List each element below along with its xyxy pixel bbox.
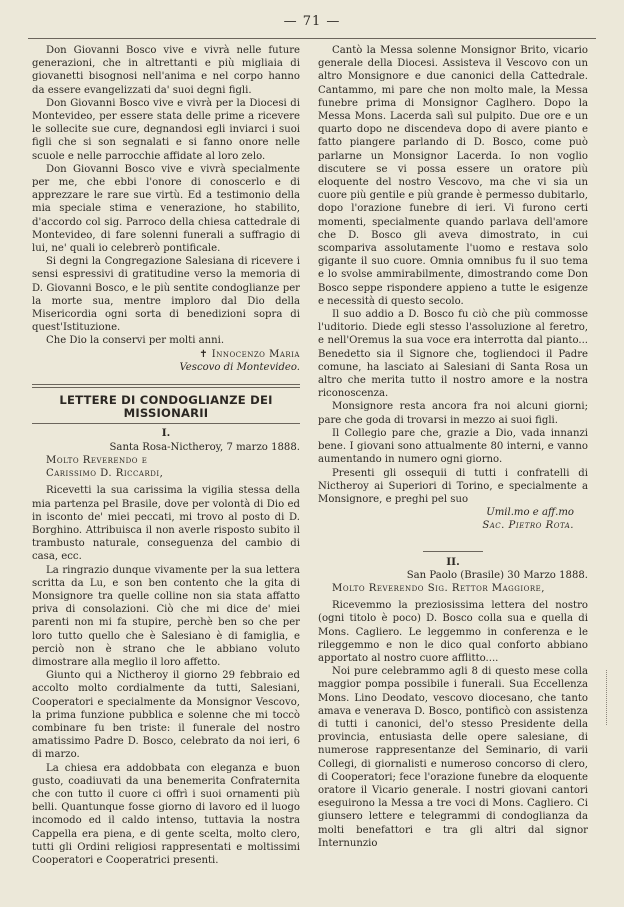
section-rule [32,384,300,385]
paragraph: Il suo addio a D. Bosco fu ciò che più commosse l'uditorio. Diede egli stesso l'assoluzione al feretro, e nell'Oremus la sua voce era interrotta dal pianto... Benedetto sia il Signore che, togliendoci il Padre comune, ha lasciato ai Salesiani di Santa Rosa un altro che merita tutto il nostro amore e la nostra riconoscenza. [318,309,588,400]
letter-number: I. [161,427,171,440]
section-rule [32,423,300,424]
paragraph: Monsignore resta ancora fra noi alcuni giorni; pare che goda di trovarsi in mezzo ai suoi figli. [318,401,588,426]
paragraph: Che Dio la conservi per molti anni. [46,335,225,347]
paragraph: Cantò la Messa solenne Monsignor Brito, vicario generale della Diocesi. Assisteva il Vescovo con un altro Monsignore e due canonici della Cattedrale. Cantammo, mi pare che non molto male, la Messa funebre prima di Monsignor Caglhero. Dopo la Messa Mons. Lacerda salì sul pulpito. Due ore e un quarto dopo ne discendeva dopo di avere pianto e fatto piangere parlando di D. Bosco, come può parlarne un Monsignor Lacerda. Io non voglio discutere se vi possa essere un oratore più eloquente del nostro Vescovo, ma che vi sia un cuore più gentile e più grande è permesso dubitarlo, dopo l'orazione funebre di ieri. Vi furono certi momenti, specialmente quando parlava dell'amore che D. Bosco gli aveva dimostrato, in cui scompariva assolutamente l'uomo e restava solo gigante il suo cuore. Omnia omnibus fu il suo tema e lo svolse ammirabilmente, dimostrando come Don Bosco seppe rispondere appieno a tutte le esigenze e necessità di questo secolo. [318,45,588,307]
salutation: Carissimo D. Riccardi, [46,468,164,480]
paragraph: Ricevetti la sua carissima la vigilia stessa della mia partenza pel Brasile, dove per volontà di Dio ed in isconto de' miei peccati, mi trovo al posto di D. Borghino. Attribuisca il non averle risposto subito il trambusto naturale, conseguenza del cambio di casa, ecc. [32,485,300,563]
right-column [318,44,588,850]
signature-title: Vescovo di Montevideo. [179,361,300,373]
paragraph: Presenti gli ossequii di tutti i confratelli di Nictheroy ai Superiori di Torino, e specialmente a Monsignore, e preghi pel suo [318,467,588,505]
paragraph: Don Giovanni Bosco vive e vivrà per la Diocesi di Montevideo, per essere stata delle prime a ricevere le sollecite sue cure, degnandosi egli inviarci i suoi figli che si son segnalati e si fanno onore nelle scuole e nelle parrocchie affidate al loro zelo. [32,97,300,162]
closing-signature: Sac. Pietro Rota. [482,520,574,532]
page-number: — 71 — [283,14,341,29]
paragraph: Noi pure celebrammo agli 8 di questo mese colla maggior pompa possibile i funerali. Sua Eccellenza Mons. Lino Deodato, vescovo diocesano, che tanto amava e venerava D. Bosco, pontificò con assistenza di tutti i canonici, del'o stesso Presidente della provincia, entusiasta delle opere salesiane, di numerose rappresentanze del Seminario, di varii Collegi, di giornalisti e numeroso concorso di clero, di Cooperatori; fece l'orazione funebre da eloquente oratore il Vicario generale. I nostri giovani cantori eseguirono la Messa a tre voci di Mons. Cagliero. Ci giunsero lettere e telegrammi di condoglianza da molti benefattori e tra gli altri dal signor Internunzio [318,666,588,849]
left-column [32,44,300,867]
paragraph: Si degni la Congregazione Salesiana di ricevere i sensi espressivi di gratitudine verso la memoria di D. Giovanni Bosco, e le più sentite condoglianze per la morte sua, mentre imploro dal Dio della Misericordia ogni sorta di benedizioni sopra di quest'Istituzione. [32,256,300,334]
paragraph: Don Giovanni Bosco vive e vivrà nelle future generazioni, che in altrettanti e più migliaia di giovanetti bisognosi nell'anima e nel corpo hanno da essere evangelizzati da' suoi degni figli. [32,45,300,96]
paragraph: Don Giovanni Bosco vive e vivrà specialmente per me, che ebbi l'onore di conoscerlo e di apprezzare le rare sue virtù. Ed a testimonio della mia speciale stima e venerazione, ho stabilito, d'accordo col sig. Parroco della chiesa cattedrale di Montevideo, di fare solenni funerali a suffragio di lui, ne' quali io celebrerò pontificale. [32,163,300,255]
letter-number: II. [446,555,460,568]
signature-name: ✝ Innocenzo Maria [199,348,300,360]
section-title: LETTERE DI CONDOGLIANZE DEI MISSIONARII [59,393,273,421]
paragraph: Giunto qui a Nictheroy il giorno 29 febbraio ed accolto molto cordialmente da tutti, Salesiani, Cooperatori e specialmente da Monsignor Vescovo, la prima funzione pubblica e solenne che mi toccò combinare fu ben triste: il funerale del nostro amatissimo Padre D. Bosco, celebrato da noi ieri, 6 di marzo. [32,670,300,761]
paragraph: La chiesa era addobbata con eleganza e buon gusto, coadiuvati da una benemerita Confraternita che con tutto il cuore ci offrì i suoi ornamenti più belli. Quantunque fosse giorno di lavoro ed il luogo incomodo ed il caldo intenso, tuttavia la nostra Cappella era piena, e di gente scelta, molto clero, tutti gli Ordini religiosi rappresentati e moltissimi Cooperatori e Cooperatrici presenti. [32,762,300,866]
dateline: Santa Rosa-Nictheroy, 7 marzo 1888. [109,441,300,453]
paragraph: La ringrazio dunque vivamente per la sua lettera scritta da Lu, e son ben contento che la gita di Monsignore tra quelle colline non sia stata affatto priva di consolazioni. Ciò che mi dice de' miei parenti non mi fa stupire, perchè ben so che per loro tutto quello che è Salesiano è di famiglia, e perciò non è strano che le abbiano voluto dimostrare alla meglio il loro affetto. [32,564,300,668]
salutation: Molto Reverendo e [46,454,148,466]
paragraph: Ricevemmo la preziosissima lettera del nostro (ogni titolo è poco) D. Bosco colla sua e quella di Mons. Cagliero. Le leggemmo in conferenza e le rileggemmo e non le dico qual conforto abbiano apportato al nostro cuore afflitto.... [318,600,588,664]
section-divider [423,551,483,552]
header-rule [28,38,596,39]
margin-mark [606,670,611,725]
section-rule [32,387,300,388]
closing-line: Umil.mo e aff.mo [486,507,574,519]
paragraph: Il Collegio pare che, grazie a Dio, vada innanzi bene. I giovani sono attualmente 80 interni, e vanno aumentando in numero ogni giorno. [318,427,588,466]
salutation: Molto Reverendo Sig. Rettor Maggiore, [332,582,545,594]
dateline: San Paolo (Brasile) 30 Marzo 1888. [406,569,588,581]
